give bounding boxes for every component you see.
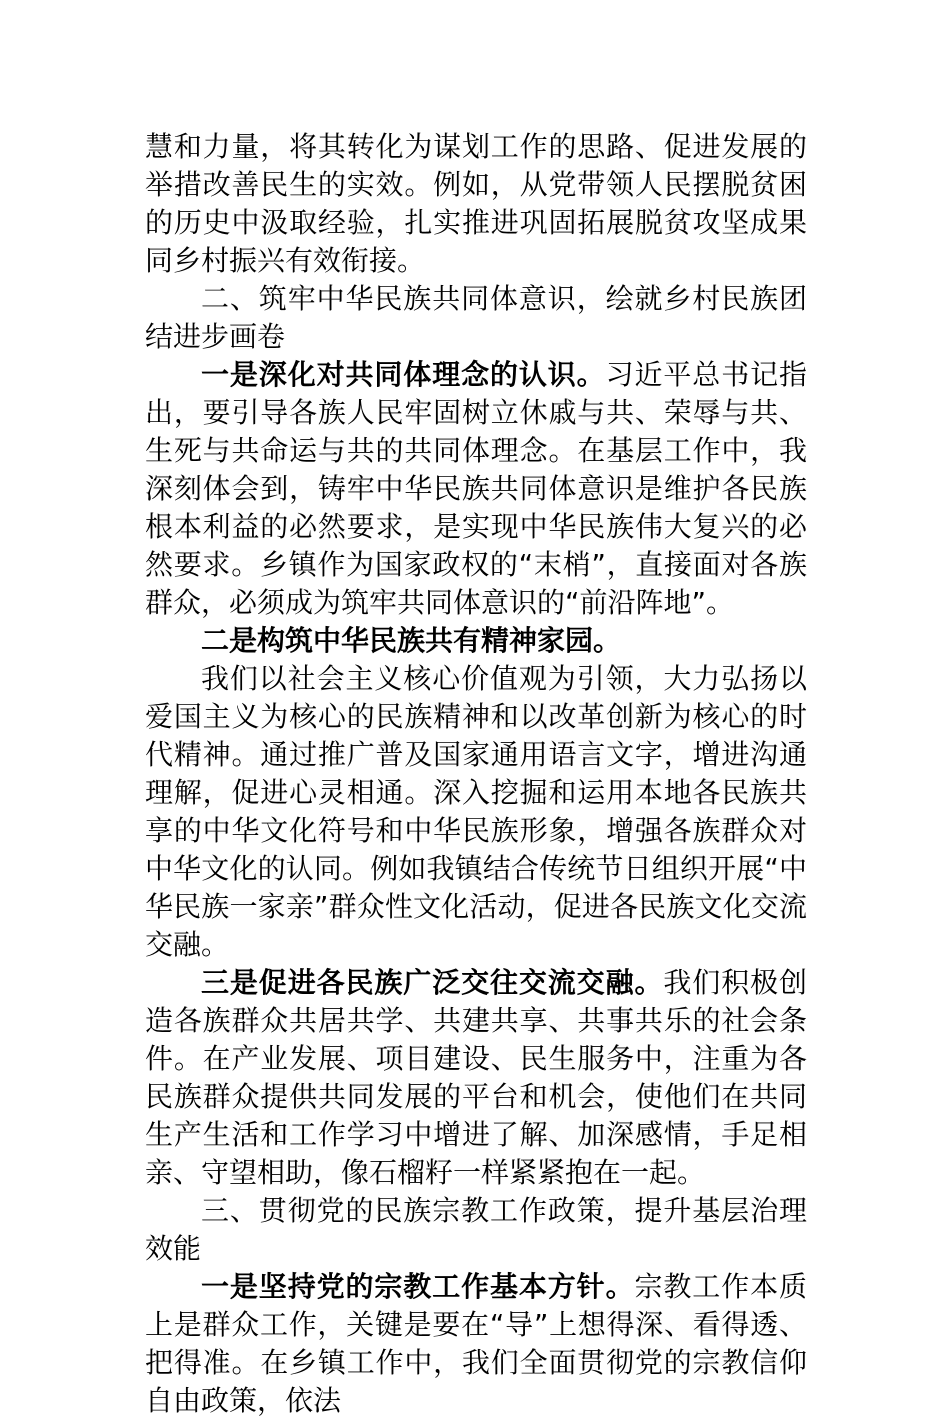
paragraph-continuation bbox=[145, 128, 807, 280]
paragraph-point-1 bbox=[145, 356, 807, 622]
paragraph-point-2-heading bbox=[145, 622, 807, 660]
paragraph-text: 我们积极创造各族群众共居共学、共建共享、共事共乐的社会条件。在产业发展、项目建设、民生服务中，注重为各民族群众提供共同发展的平台和机会，使他们在共同生产生活和工作学习中增进了解、加深感情，手足相亲、守望相助，像石榴籽一样紧紧抱在一起。 bbox=[145, 966, 807, 1189]
paragraph-lead: 三是促进各民族广泛交往交流交融。 bbox=[201, 966, 664, 999]
paragraph-text: 慧和力量，将其转化为谋划工作的思路、促进发展的举措改善民生的实效。例如，从党带领人民摆脱贫困的历史中汲取经验，扎实推进巩固拓展脱贫攻坚成果同乡村振兴有效衔接。 bbox=[145, 130, 807, 277]
section-heading-text: 二、筑牢中华民族共同体意识，绘就乡村民族团结进步画卷 bbox=[145, 282, 807, 353]
paragraph-section3-point-1 bbox=[145, 1268, 807, 1420]
section-heading-3 bbox=[145, 1192, 807, 1268]
paragraph-text: 我们以社会主义核心价值观为引领，大力弘扬以爱国主义为核心的民族精神和以改革创新为核心的时代精神。通过推广普及国家通用语言文字，增进沟通理解，促进心灵相通。深入挖掘和运用本地各民族共享的中华文化符号和中华民族形象，增强各族群众对中华文化的认同。例如我镇结合传统节日组织开展“中华民族一家亲”群众性文化活动，促进各民族文化交流交融。 bbox=[145, 662, 807, 961]
paragraph-text: 习近平总书记指出，要引导各族人民牢固树立休戚与共、荣辱与共、生死与共命运与共的共同体理念。在基层工作中，我深刻体会到，铸牢中华民族共同体意识是维护各民族根本利益的必然要求，是实现中华民族伟大复兴的必然要求。乡镇作为国家政权的“末梢”，直接面对各族群众，必须成为筑牢共同体意识的“前沿阵地”。 bbox=[145, 358, 807, 619]
paragraph-point-3 bbox=[145, 964, 807, 1192]
paragraph-text: 宗教工作本质上是群众工作，关键是要在“导”上想得深、看得透、把得准。在乡镇工作中，我们全面贯彻党的宗教信仰自由政策，依法 bbox=[145, 1270, 807, 1417]
section-heading-text: 三、贯彻党的民族宗教工作政策，提升基层治理效能 bbox=[145, 1194, 807, 1265]
section-heading-2 bbox=[145, 280, 807, 356]
paragraph-lead: 一是深化对共同体理念的认识。 bbox=[201, 358, 606, 391]
document-page bbox=[145, 128, 807, 1420]
paragraph-lead: 一是坚持党的宗教工作基本方针。 bbox=[201, 1270, 635, 1303]
paragraph-lead: 二是构筑中华民族共有精神家园。 bbox=[201, 624, 622, 657]
paragraph-point-2-body bbox=[145, 660, 807, 964]
